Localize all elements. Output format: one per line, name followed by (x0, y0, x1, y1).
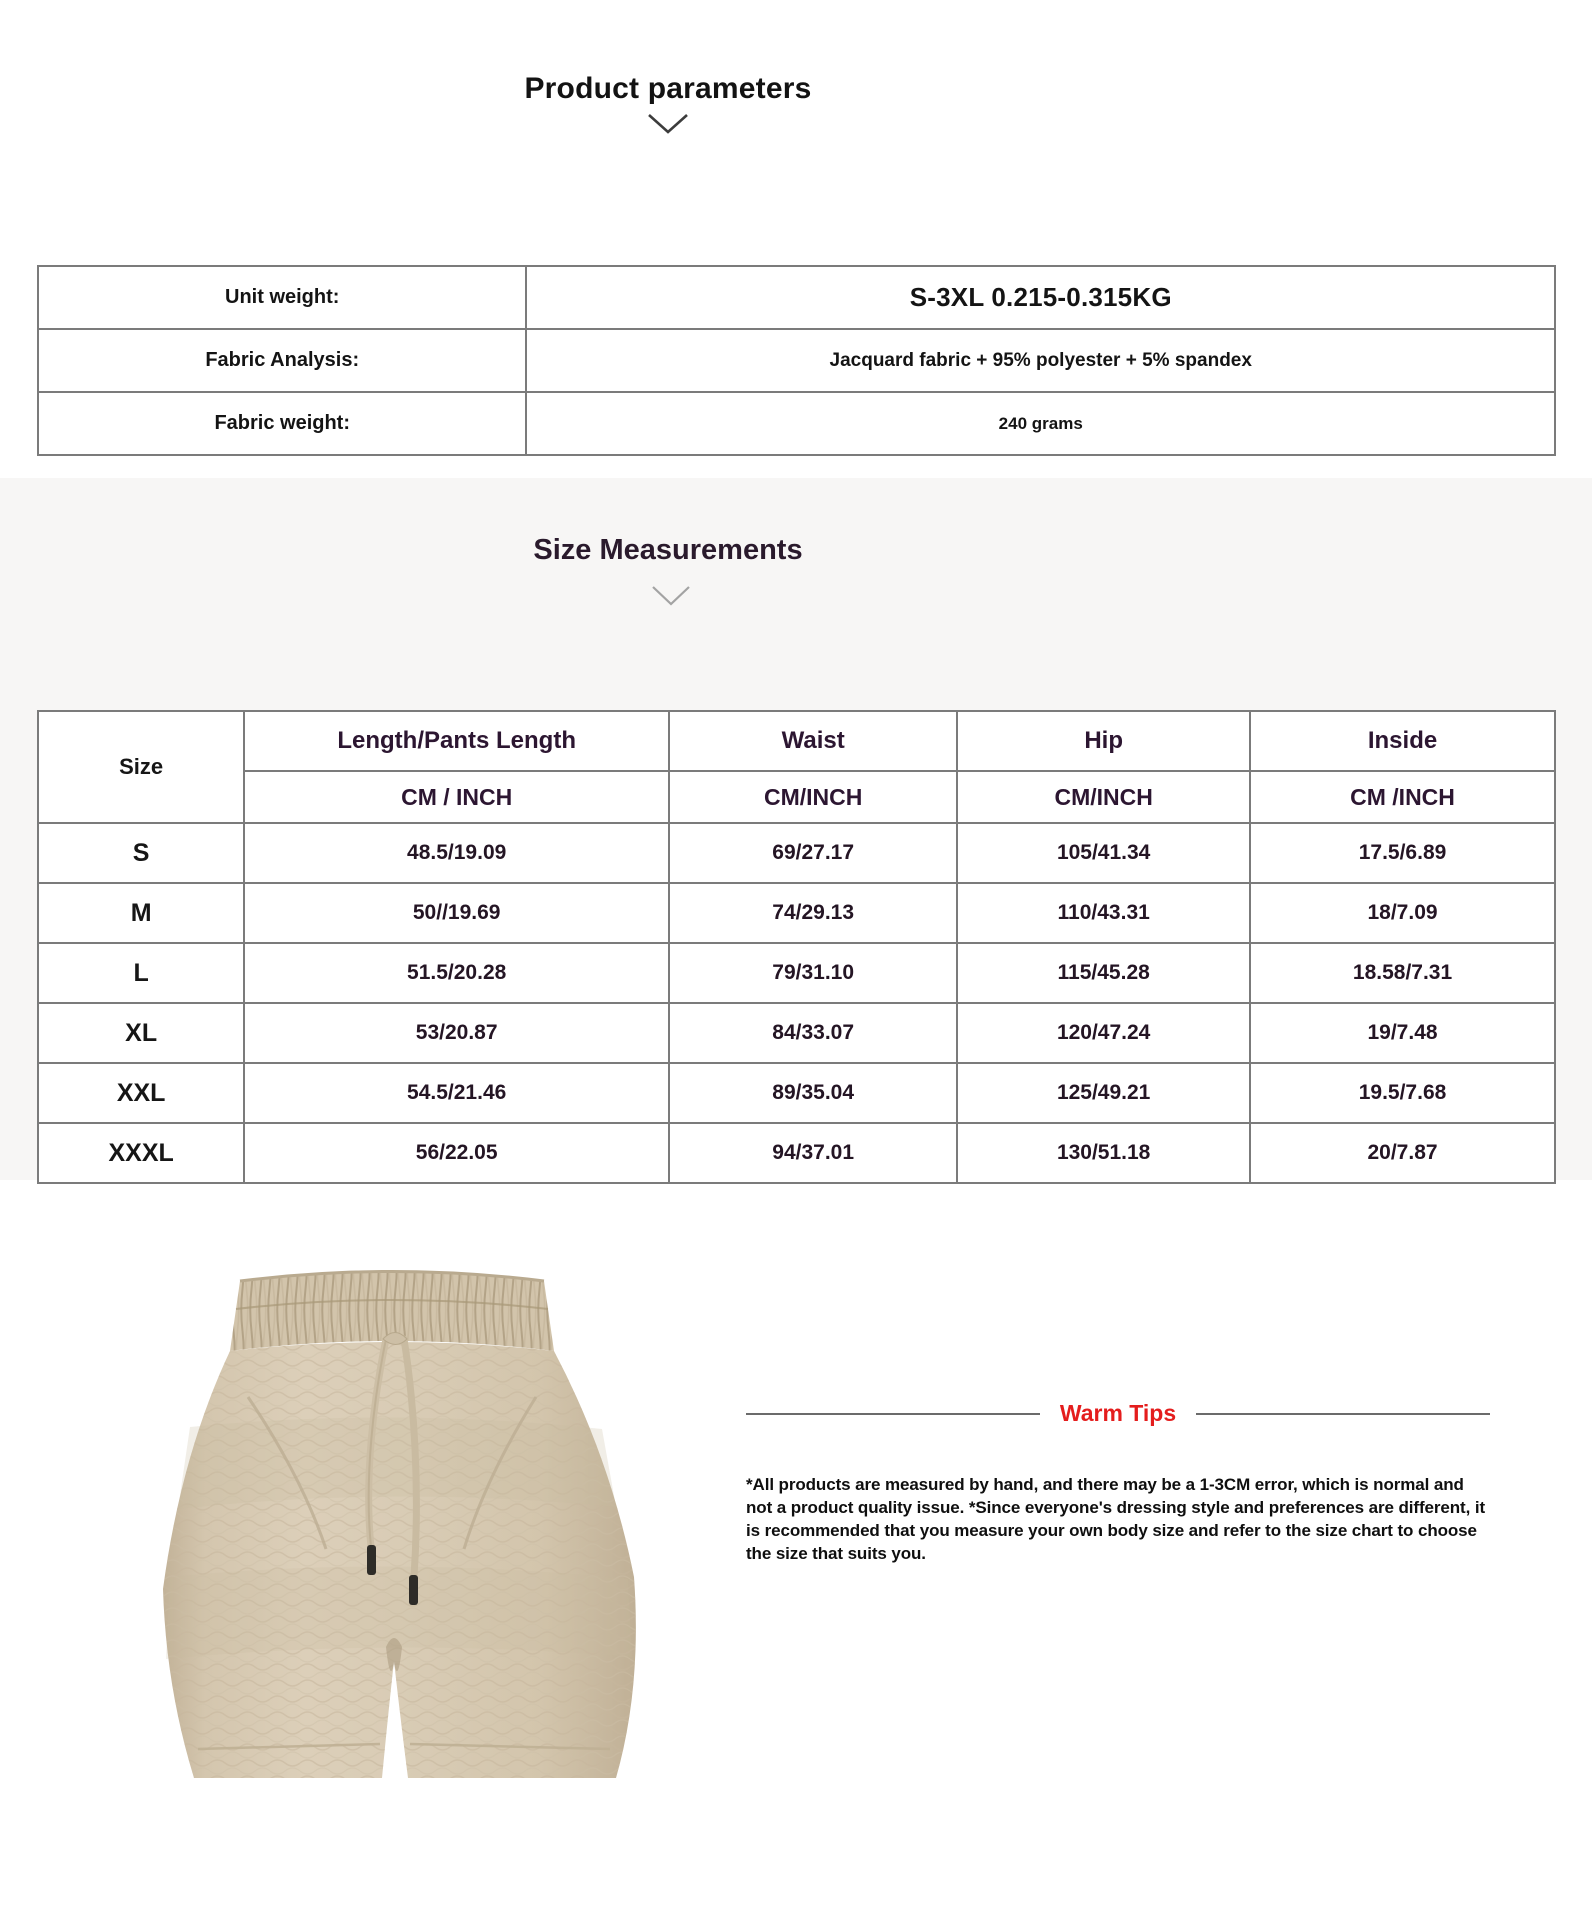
size-cell: S (38, 823, 244, 883)
section-title-size-measurements: Size Measurements (533, 534, 803, 566)
inside-cell: 17.5/6.89 (1250, 823, 1555, 883)
param-value: 240 grams (526, 392, 1555, 455)
column-header-hip: Hip (957, 711, 1250, 771)
waist-cell: 79/31.10 (669, 943, 957, 1003)
length-cell: 53/20.87 (244, 1003, 669, 1063)
waist-cell: 69/27.17 (669, 823, 957, 883)
size-cell: M (38, 883, 244, 943)
length-cell: 50//19.69 (244, 883, 669, 943)
hip-cell: 115/45.28 (957, 943, 1250, 1003)
hip-cell: 105/41.34 (957, 823, 1250, 883)
length-cell: 51.5/20.28 (244, 943, 669, 1003)
unit-header: CM / INCH (244, 771, 669, 823)
inside-cell: 19.5/7.68 (1250, 1063, 1555, 1123)
table-row (38, 1063, 1555, 1123)
hip-cell: 120/47.24 (957, 1003, 1250, 1063)
table-row (38, 329, 1555, 392)
inside-cell: 20/7.87 (1250, 1123, 1555, 1183)
table-units-row (38, 771, 1555, 823)
waist-cell: 94/37.01 (669, 1123, 957, 1183)
hip-cell: 125/49.21 (957, 1063, 1250, 1123)
column-header-waist: Waist (669, 711, 957, 771)
table-row (38, 266, 1555, 329)
size-cell: XL (38, 1003, 244, 1063)
column-header-length: Length/Pants Length (244, 711, 669, 771)
param-value: Jacquard fabric + 95% polyester + 5% spandex (526, 329, 1555, 392)
inside-cell: 18.58/7.31 (1250, 943, 1555, 1003)
table-header-row (38, 711, 1555, 771)
param-label: Fabric Analysis: (38, 329, 526, 392)
warm-tips-header (746, 1400, 1490, 1427)
table-row (38, 883, 1555, 943)
warm-tips-title: Warm Tips (1059, 1400, 1177, 1426)
chevron-down-icon (645, 110, 691, 143)
table-row (38, 823, 1555, 883)
column-header-inside: Inside (1250, 711, 1555, 771)
warm-tips-body: *All products are measured by hand, and there may be a 1-3CM error, which is normal and not a product quality issue. *Since everyone's dressing style and preferences are different, it is recommended that you measure your own body size and refer to the size chart to choose the size that suits you. (746, 1475, 1486, 1564)
waist-cell: 74/29.13 (669, 883, 957, 943)
unit-header: CM /INCH (1250, 771, 1555, 823)
size-cell: L (38, 943, 244, 1003)
table-row (38, 1123, 1555, 1183)
param-label: Unit weight: (38, 266, 526, 329)
length-cell: 48.5/19.09 (244, 823, 669, 883)
divider-line (746, 1413, 1040, 1415)
hip-cell: 110/43.31 (957, 883, 1250, 943)
length-cell: 54.5/21.46 (244, 1063, 669, 1123)
product-parameters-table (37, 265, 1556, 456)
product-photo-shorts (150, 1247, 640, 1793)
table-row (38, 392, 1555, 455)
section-title-product-parameters: Product parameters (524, 72, 812, 105)
warm-tips-section (746, 1400, 1490, 1565)
waist-cell: 84/33.07 (669, 1003, 957, 1063)
table-row (38, 943, 1555, 1003)
unit-header: CM/INCH (957, 771, 1250, 823)
column-header-size: Size (38, 711, 244, 823)
param-value: S-3XL 0.215-0.315KG (526, 266, 1555, 329)
unit-header: CM/INCH (669, 771, 957, 823)
hip-cell: 130/51.18 (957, 1123, 1250, 1183)
waist-cell: 89/35.04 (669, 1063, 957, 1123)
size-cell: XXL (38, 1063, 244, 1123)
size-cell: XXXL (38, 1123, 244, 1183)
inside-cell: 19/7.48 (1250, 1003, 1555, 1063)
length-cell: 56/22.05 (244, 1123, 669, 1183)
param-label: Fabric weight: (38, 392, 526, 455)
chevron-down-icon (649, 583, 693, 614)
inside-cell: 18/7.09 (1250, 883, 1555, 943)
table-row (38, 1003, 1555, 1063)
size-measurements-table (37, 710, 1556, 1184)
divider-line (1196, 1413, 1490, 1415)
